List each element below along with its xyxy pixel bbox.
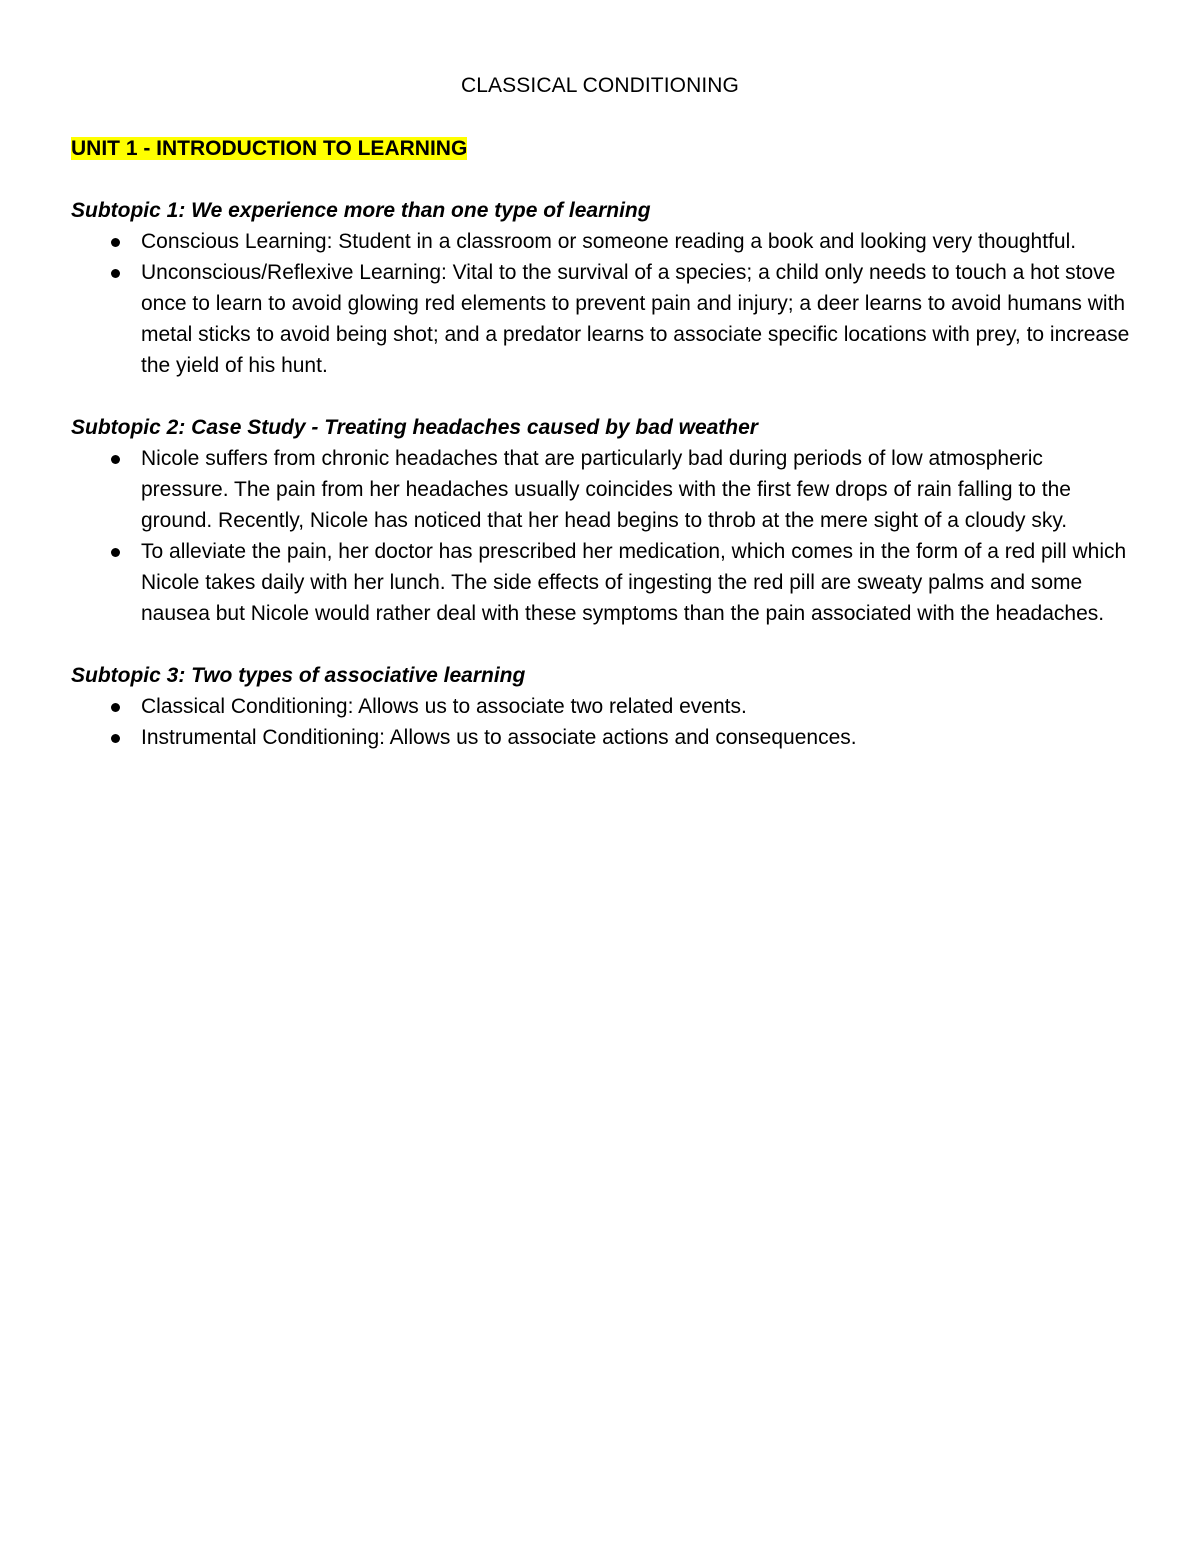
subtopic-heading: Subtopic 3: Two types of associative learning [71, 664, 526, 687]
unit-heading [71, 133, 1131, 164]
subtopic-heading: Subtopic 1: We experience more than one type of learning [71, 199, 651, 222]
bullet-icon [111, 703, 120, 712]
list-item [71, 722, 1131, 753]
list-item-text: To alleviate the pain, her doctor has prescribed her medication, which comes in the form of a red pill which Nicole takes daily with her lunch. The side effects of ingesting the red pill are sweaty palms and some nausea but Nicole would rather deal with these symptoms than the pain associated with the headaches. [141, 540, 1127, 625]
bullet-icon [111, 548, 120, 557]
subtopic-2 [71, 412, 1131, 629]
list-item [71, 691, 1131, 722]
unit-heading-highlight: UNIT 1 - INTRODUCTION TO LEARNING [71, 137, 468, 160]
bullet-icon [111, 455, 120, 464]
subtopic-1 [71, 195, 1131, 381]
bullet-icon [111, 734, 120, 743]
list-item [71, 536, 1131, 629]
list-item-text: Conscious Learning: Student in a classroom or someone reading a book and looking very thoughtful. [141, 230, 1077, 253]
subtopic-heading: Subtopic 2: Case Study - Treating headaches caused by bad weather [71, 416, 758, 439]
bullet-list [71, 691, 1131, 753]
document-title: CLASSICAL CONDITIONING [461, 74, 739, 97]
list-item-text: Classical Conditioning: Allows us to associate two related events. [141, 695, 747, 718]
list-item [71, 226, 1131, 257]
list-item-text: Unconscious/Reflexive Learning: Vital to the survival of a species; a child only needs to touch a hot stove once to learn to avoid glowing red elements to prevent pain and injury; a deer learns to avoid humans with metal sticks to avoid being shot; and a predator learns to associate specific locations with prey, to increase the yield of his hunt. [141, 261, 1130, 377]
subtopic-3 [71, 660, 1131, 753]
bullet-list [71, 443, 1131, 629]
list-item-text: Instrumental Conditioning: Allows us to associate actions and consequences. [141, 726, 857, 749]
list-item [71, 257, 1131, 381]
list-item-text: Nicole suffers from chronic headaches that are particularly bad during periods of low atmospheric pressure. The pain from her headaches usually coincides with the first few drops of rain falling to the ground. Recently, Nicole has noticed that her head begins to throb at the mere sight of a cloudy sky. [141, 447, 1071, 532]
bullet-list [71, 226, 1131, 381]
bullet-icon [111, 238, 120, 247]
bullet-icon [111, 269, 120, 278]
list-item [71, 443, 1131, 536]
document-body [71, 133, 1131, 753]
